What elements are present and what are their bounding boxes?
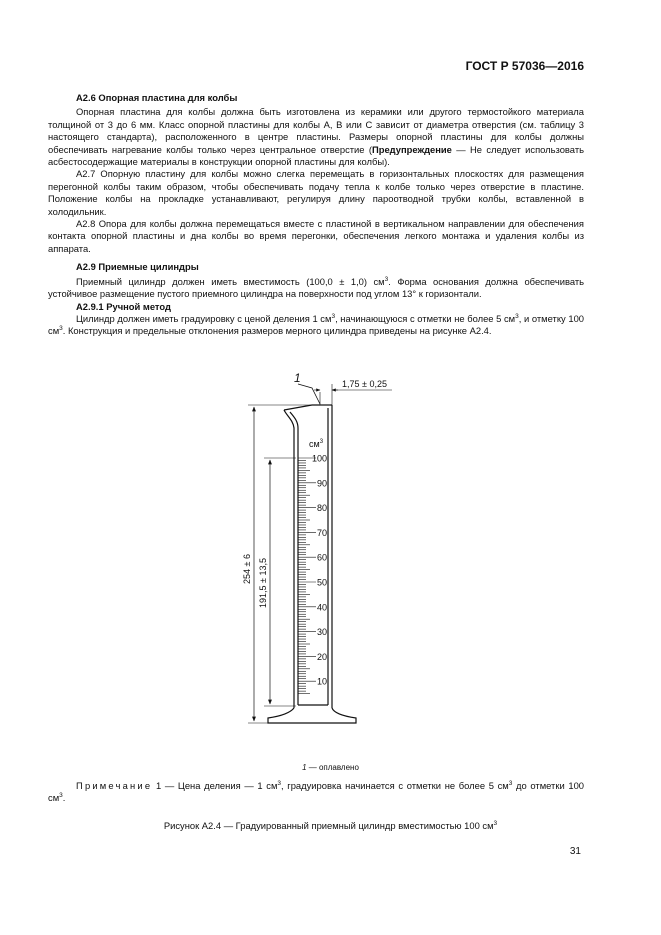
page-number: 31 (569, 846, 581, 857)
warning-label: Предупреждение (372, 143, 452, 155)
cylinder-outline (268, 405, 356, 723)
scale-label: 30 (316, 627, 327, 638)
section-a29-paragraph: Приемный цилиндр должен иметь вместимость (100,0 ± 1,0) $см^3$. Форма основания должна обеспечивать устойчивое размещение пустого приемного цилиндра на поверхности под углом 13° к горизонтали. (48, 275, 585, 300)
scale-label: 70 (316, 527, 327, 538)
scale-label: 80 (316, 503, 327, 514)
graduation-ticks (298, 458, 316, 694)
section-a28-paragraph: А2.8 Опора для колбы должна перемещаться вместе с пластиной в вертикальном направлении для обеспечения контакта опорной пластины и дна колбы во время перегонки, обеспечения легкого монтажа и удаления колбы из аппарата. (48, 218, 584, 254)
section-a27-paragraph: А2.7 Опорную пластину для колбы можно слегка перемещать в горизонтальных плоскостях для размещения перегонной колбы таким образом, чтобы обеспечивать подачу тепла к колбе только через отверстие в пластине. Положение колбы на прокладке устанавливают, регулируя длину пароотводной трубки колбы, вставленной в холодильник. (48, 168, 584, 217)
scale-label: 40 (316, 602, 327, 613)
section-a291-paragraph: Цилиндр должен иметь градуировку с ценой деления 1 $см^3$, начинающуюся с отметки не более 5 $см^3$, и отметку 100 $см^3$. Конструкция и предельные отклонения размеров мерного цилиндра приведены на рисунке А2.4. (48, 312, 584, 337)
section-a26-paragraph: Опорная пластина для колбы должна быть изготовлена из керамики или другого термостойкого материала толщиной от 3 до 6 мм. Класс опорной пластины для колбы A, B или C зависит от диаметра отверстия (см. таблицу 3 настоящего стандарта), расположенного в центре пластины. Размеры опорной пластины для колбы должны обеспечивать нагревание колбы только через центральное отверстие (Предупреждение — Не следует использовать асбестосодержащие материалы в конструкции опорной пластины для колбы). (48, 106, 584, 168)
total-dimension: 254 ± 6 (242, 554, 252, 584)
figure-note: Примечание 1 — Цена деления — 1 $см^3$, градуировка начинается с отметки не более 5 $см^3$ до отметки 100 $см^3$. (48, 780, 584, 804)
unit-label: $см^3$ (309, 439, 324, 449)
note-label: Примечание (76, 780, 153, 791)
standard-code: ГОСТ Р 57036—2016 (465, 59, 584, 73)
figure-legend: 1 — оплавлено (302, 763, 359, 772)
section-a26-heading: А2.6 Опорная пластина для колбы (76, 92, 238, 103)
section-a291-heading: А2.9.1 Ручной метод (76, 300, 171, 312)
scale-label: 20 (316, 651, 327, 662)
scale-label: 100 (311, 453, 327, 464)
scale-label: 90 (316, 478, 327, 489)
scale-label: 60 (316, 552, 327, 563)
scale-dimension: 191,5 ± 13,5 (258, 558, 268, 608)
lip-dimension: 1,75 ± 0,25 (342, 379, 387, 389)
figure-caption: Рисунок А2.4 — Градуированный приемный цилиндр вместимостью 100 $см^3$ (163, 820, 498, 831)
scale-label: 10 (316, 676, 327, 687)
body-text (48, 92, 584, 338)
callout-number: 1 (294, 371, 301, 385)
section-a29-heading: А2.9 Приемные цилиндры (76, 261, 199, 273)
callout-leader (298, 384, 320, 404)
scale-labels (312, 454, 327, 687)
scale-label: 50 (316, 577, 327, 588)
